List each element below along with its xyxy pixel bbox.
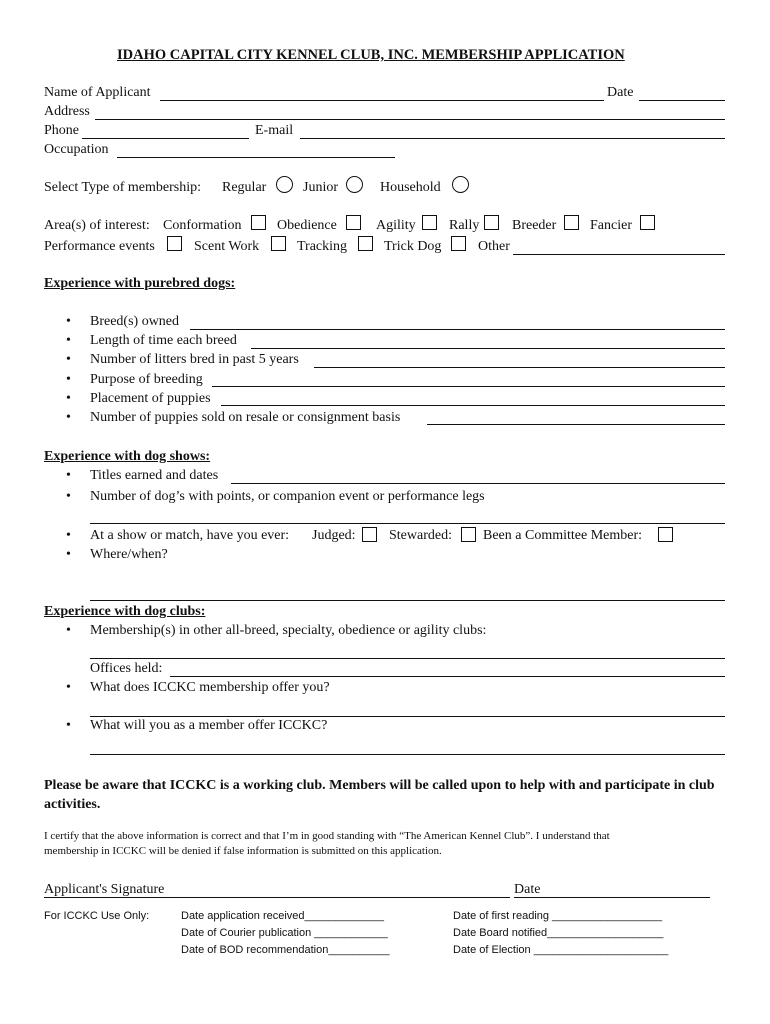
office-use-label: For ICCKC Use Only: (44, 910, 150, 922)
membership-junior-radio[interactable] (346, 176, 363, 193)
office-bod-recommendation: Date of BOD recommendation__________ (181, 944, 390, 956)
office-application-received: Date application received_____________ (181, 910, 385, 922)
interest-scentwork-label: Scent Work (194, 239, 260, 254)
interest-tracking-label: Tracking (297, 239, 348, 254)
bullet-icon: • (66, 333, 71, 348)
length-time-label: Length of time each breed (90, 333, 237, 348)
membership-label: Select Type of membership: (44, 180, 202, 195)
interest-tracking-checkbox[interactable] (358, 236, 373, 251)
office-election: Date of Election ______________________ (453, 944, 669, 956)
interest-trickdog-label: Trick Dog (384, 239, 442, 254)
breeds-owned-label: Breed(s) owned (90, 314, 180, 329)
bullet-icon: • (66, 468, 71, 483)
office-board-notified: Date Board notified___________________ (453, 927, 664, 939)
bullet-icon: • (66, 352, 71, 367)
interest-label: Area(s) of interest: (44, 218, 150, 233)
litters-label: Number of litters bred in past 5 years (90, 352, 299, 367)
offer-you-label: What does ICCKC membership offer you? (90, 680, 330, 695)
offices-field[interactable] (170, 676, 725, 677)
ever-label: At a show or match, have you ever: (90, 528, 290, 543)
signature-date-field[interactable] (514, 897, 710, 898)
interest-rally-checkbox[interactable] (484, 215, 499, 230)
address-label: Address (44, 104, 90, 119)
length-time-field[interactable] (251, 348, 725, 349)
placement-label: Placement of puppies (90, 391, 211, 406)
judged-checkbox[interactable] (362, 527, 377, 542)
interest-conformation-checkbox[interactable] (251, 215, 266, 230)
bullet-icon: • (66, 410, 71, 425)
email-label: E-mail (255, 123, 294, 138)
resale-field[interactable] (427, 424, 725, 425)
signature-label: Applicant's Signature (44, 882, 165, 897)
office-courier-publication: Date of Courier publication ____________ (181, 927, 388, 939)
interest-performance-label: Performance events (44, 239, 155, 254)
membership-junior-label: Junior (303, 180, 338, 195)
date-field[interactable] (639, 100, 725, 101)
purebred-heading: Experience with purebred dogs: (44, 276, 236, 291)
interest-agility-checkbox[interactable] (422, 215, 437, 230)
interest-fancier-checkbox[interactable] (640, 215, 655, 230)
signature-field[interactable] (44, 897, 510, 898)
breeds-owned-field[interactable] (190, 329, 725, 330)
interest-breeder-label: Breeder (512, 218, 557, 233)
stewarded-label: Stewarded: (389, 528, 452, 543)
interest-breeder-checkbox[interactable] (564, 215, 579, 230)
offer-club-field[interactable] (90, 754, 725, 755)
membership-household-label: Household (380, 180, 441, 195)
date-label: Date (607, 85, 634, 100)
membership-regular-label: Regular (222, 180, 267, 195)
interest-other-field[interactable] (513, 254, 725, 255)
memberships-field[interactable] (90, 658, 725, 659)
name-label: Name of Applicant (44, 85, 151, 100)
offices-label: Offices held: (90, 661, 163, 676)
name-field[interactable] (160, 100, 604, 101)
occupation-label: Occupation (44, 142, 109, 157)
email-field[interactable] (300, 138, 725, 139)
judged-label: Judged: (312, 528, 356, 543)
interest-scentwork-checkbox[interactable] (271, 236, 286, 251)
occupation-field[interactable] (117, 157, 395, 158)
bullet-icon: • (66, 680, 71, 695)
purpose-label: Purpose of breeding (90, 372, 203, 387)
interest-other-label: Other (478, 239, 510, 254)
address-field[interactable] (95, 119, 725, 120)
where-label: Where/when? (90, 547, 168, 562)
title-club: IDAHO CAPITAL CITY KENNEL CLUB, INC. (117, 47, 418, 63)
titles-field[interactable] (231, 483, 725, 484)
purpose-field[interactable] (212, 386, 725, 387)
membership-household-radio[interactable] (452, 176, 469, 193)
interest-conformation-label: Conformation (163, 218, 242, 233)
working-club-notice: Please be aware that ICCKC is a working club. Members will be called upon to help with and participate in club activities. (44, 778, 715, 812)
offer-you-field[interactable] (90, 716, 725, 717)
bullet-icon: • (66, 623, 71, 638)
points-field[interactable] (90, 523, 725, 524)
committee-label: Been a Committee Member: (483, 528, 643, 543)
phone-label: Phone (44, 123, 79, 138)
certify-line-1: I certify that the above information is correct and that I’m in good standing with “The American Kennel Club”. I understand that (44, 830, 610, 842)
title-form: MEMBERSHIP APPLICATION (421, 47, 625, 63)
offer-club-label: What will you as a member offer ICCKC? (90, 718, 328, 733)
page-title (117, 47, 625, 64)
interest-fancier-label: Fancier (590, 218, 632, 233)
signature-date-label: Date (514, 882, 541, 897)
resale-label: Number of puppies sold on resale or consignment basis (90, 410, 401, 425)
titles-label: Titles earned and dates (90, 468, 219, 483)
where-field[interactable] (90, 600, 725, 601)
phone-field[interactable] (82, 138, 249, 139)
interest-obedience-label: Obedience (277, 218, 337, 233)
interest-performance-checkbox[interactable] (167, 236, 182, 251)
interest-trickdog-checkbox[interactable] (451, 236, 466, 251)
bullet-icon: • (66, 372, 71, 387)
office-first-reading: Date of first reading __________________ (453, 910, 663, 922)
clubs-heading: Experience with dog clubs: (44, 604, 206, 619)
bullet-icon: • (66, 528, 71, 543)
stewarded-checkbox[interactable] (461, 527, 476, 542)
litters-field[interactable] (314, 367, 725, 368)
bullet-icon: • (66, 718, 71, 733)
bullet-icon: • (66, 547, 71, 562)
shows-heading: Experience with dog shows: (44, 449, 211, 464)
membership-regular-radio[interactable] (276, 176, 293, 193)
certify-line-2: membership in ICCKC will be denied if false information is submitted on this application. (44, 845, 442, 857)
committee-checkbox[interactable] (658, 527, 673, 542)
bullet-icon: • (66, 489, 71, 504)
memberships-label: Membership(s) in other all-breed, specialty, obedience or agility clubs: (90, 623, 487, 638)
points-label: Number of dog’s with points, or companion event or performance legs (90, 489, 485, 504)
placement-field[interactable] (221, 405, 725, 406)
interest-rally-label: Rally (449, 218, 480, 233)
interest-obedience-checkbox[interactable] (346, 215, 361, 230)
interest-agility-label: Agility (376, 218, 416, 233)
bullet-icon: • (66, 391, 71, 406)
bullet-icon: • (66, 314, 71, 329)
